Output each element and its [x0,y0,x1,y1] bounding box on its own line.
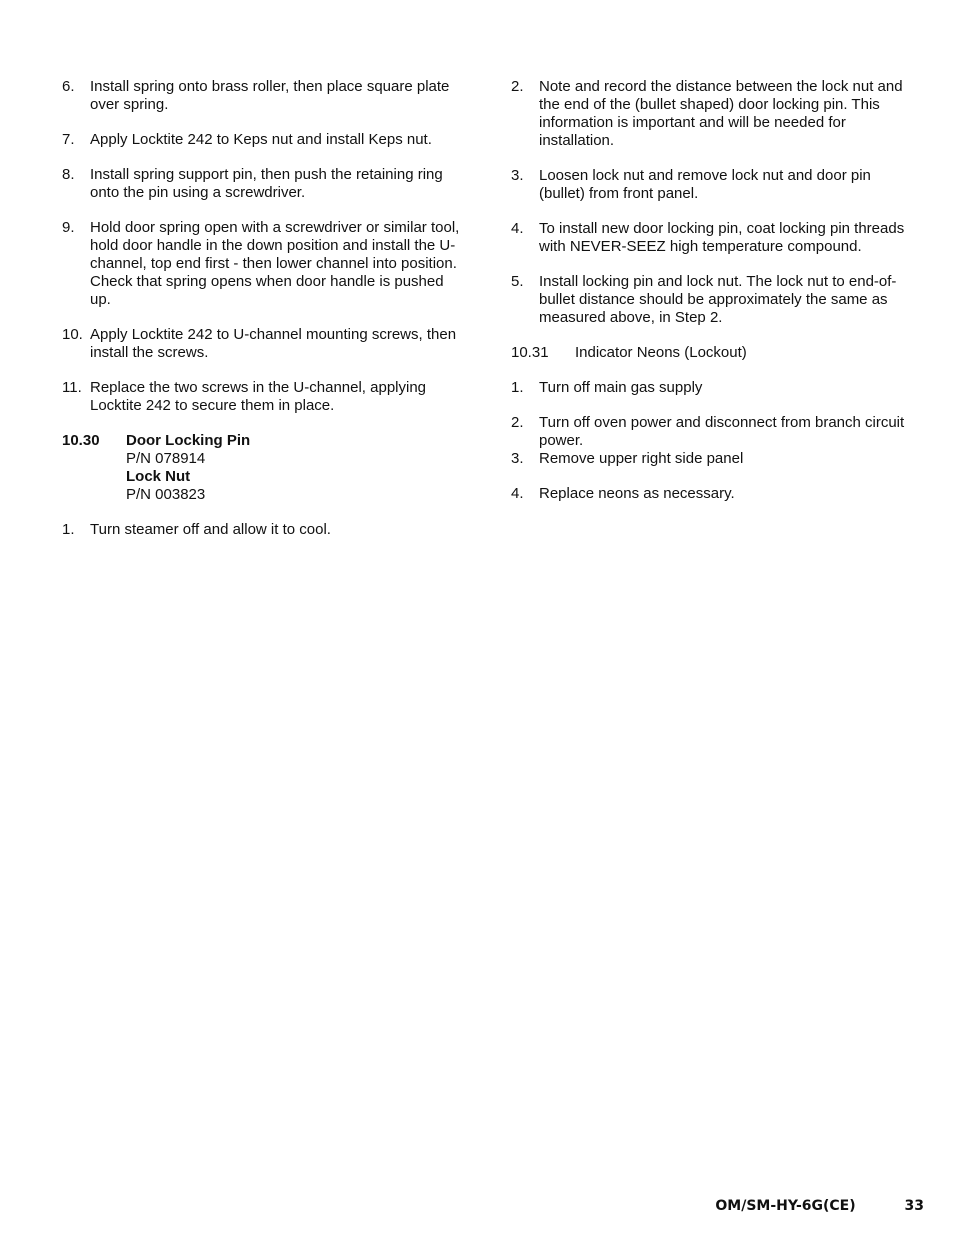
section-heading [511,344,906,362]
part-number: P/N 078914 [126,450,206,467]
list-item [511,167,906,203]
list-item [511,485,906,503]
list-item [511,273,906,327]
section-title: Indicator Neons (Lockout) [575,344,747,361]
item-text: Loosen lock nut and remove lock nut and door pin (bullet) from front panel. [539,167,871,202]
item-number: 3. [511,167,524,184]
section-subtitle: Lock Nut [126,468,191,485]
page-footer [715,1198,924,1214]
list-item [511,414,906,450]
list-item [62,521,462,539]
item-text: Remove upper right side panel [539,450,744,467]
section-number: 10.31 [511,344,549,361]
right-column [511,78,906,520]
item-text: Turn off main gas supply [539,379,703,396]
item-text: Replace the two screws in the U-channel, applying Locktite 242 to secure them in place. [90,379,427,414]
item-text: Turn steamer off and allow it to cool. [90,521,331,538]
item-text: To install new door locking pin, coat locking pin threads with NEVER-SEEZ high temperature compound. [539,220,905,255]
section-title: Door Locking Pin [126,432,251,449]
item-number: 4. [511,485,524,502]
list-item [62,379,462,415]
item-number: 9. [62,219,75,236]
item-number: 11. [62,379,82,396]
item-number: 10. [62,326,83,343]
item-number: 3. [511,450,524,467]
item-number: 1. [511,379,524,396]
item-text: Replace neons as necessary. [539,485,735,502]
list-item [511,78,906,150]
section-number: 10.30 [62,432,100,449]
item-text: Hold door spring open with a screwdriver or similar tool, hold door handle in the down position and install the U-channel, top end first - then lower channel into position. Check that spring opens when door handle is pushed up. [90,219,460,308]
item-text: Apply Locktite 242 to U-channel mounting screws, then install the screws. [90,326,457,361]
item-text: Install spring support pin, then push the retaining ring onto the pin using a screwdriver. [90,166,443,201]
document-id: OM/SM-HY-6G(CE) [715,1198,856,1214]
item-text: Install spring onto brass roller, then place square plate over spring. [90,78,450,113]
list-item [62,326,462,362]
left-column [62,78,462,556]
item-number: 5. [511,273,524,290]
part-number: P/N 003823 [126,486,206,503]
list-item [62,78,462,114]
page-number: 33 [904,1198,924,1214]
item-text: Apply Locktite 242 to Keps nut and install Keps nut. [90,131,432,148]
list-item [62,219,462,309]
item-text: Note and record the distance between the lock nut and the end of the (bullet shaped) door locking pin. This information is important and will be needed for installation. [539,78,903,149]
item-number: 2. [511,78,524,95]
list-item [62,166,462,202]
item-number: 4. [511,220,524,237]
item-number: 7. [62,131,75,148]
list-item [511,450,906,468]
item-number: 1. [62,521,75,538]
item-text: Turn off oven power and disconnect from branch circuit power. [539,414,905,449]
list-item [511,220,906,256]
item-number: 6. [62,78,75,95]
section-heading [62,432,462,504]
list-item [62,131,462,149]
item-number: 2. [511,414,524,431]
item-number: 8. [62,166,75,183]
item-text: Install locking pin and lock nut. The lock nut to end-of-bullet distance should be approximately the same as measured above, in Step 2. [539,273,897,326]
list-item [511,379,906,397]
